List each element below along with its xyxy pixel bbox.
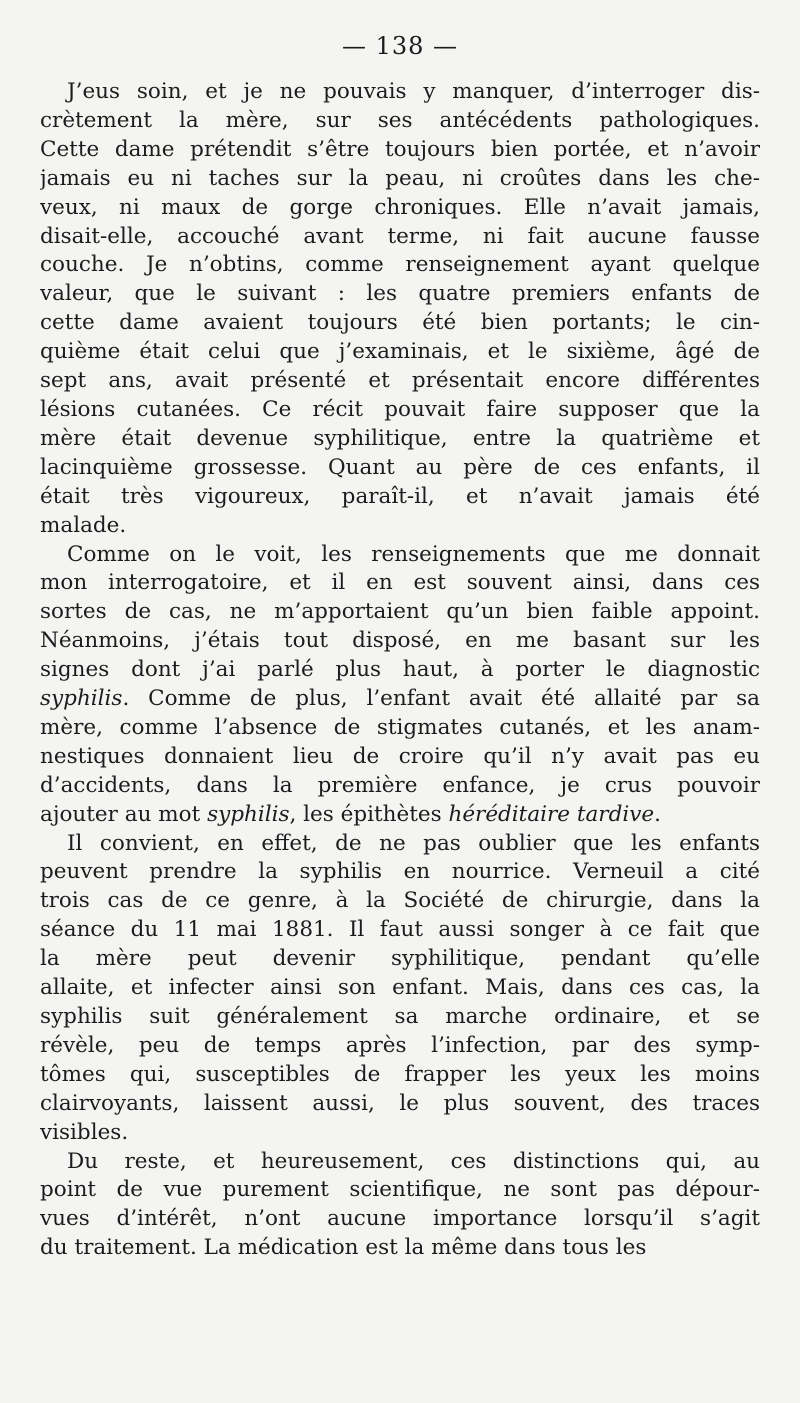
text-line: révèle, peu de temps après l’infection, par des symp- — [40, 1032, 760, 1058]
text-line: malade. — [40, 512, 127, 538]
text-line: crètement la mère, sur ses antécédents pathologiques. — [40, 107, 760, 133]
paragraph — [40, 541, 760, 830]
paragraph — [40, 1148, 760, 1264]
text-line: sept ans, avait présenté et présentait encore différentes — [40, 368, 760, 394]
text-line: Du reste, et heureusement, ces distinctions qui, au — [67, 1148, 760, 1174]
text-line: tômes qui, susceptibles de frapper les yeux les moins — [40, 1061, 760, 1087]
text-line: Cette dame prétendit s’être toujours bien portée, et n’avoir — [40, 136, 760, 162]
text-line: était très vigoureux, paraît-il, et n’avait jamais été — [40, 483, 760, 509]
text-line: disait-elle, accouché avant terme, ni fait aucune fausse — [40, 223, 760, 249]
text-line: ajouter au mot syphilis, les épithètes héréditaire tardive. — [40, 801, 661, 827]
text-line: d’accidents, dans la première enfance, je crus pouvoir — [40, 772, 760, 798]
text-line: trois cas de ce genre, à la Société de chirurgie, dans la — [40, 888, 760, 914]
text-line: sortes de cas, ne m’apportaient qu’un bien faible appoint. — [40, 599, 760, 625]
text-line: lésions cutanées. Ce récit pouvait faire supposer que la — [40, 396, 760, 422]
text-line: jamais eu ni taches sur la peau, ni croûtes dans les che- — [40, 165, 760, 191]
text-line: cette dame avaient toujours été bien portants; le cin- — [40, 310, 760, 336]
text-line: valeur, que le suivant : les quatre premiers enfants de — [40, 281, 760, 307]
text-line: mon interrogatoire, et il en est souvent ainsi, dans ces — [40, 570, 760, 596]
text-line: visibles. — [40, 1119, 129, 1145]
text-line: syphilis suit généralement sa marche ordinaire, et se — [40, 1004, 760, 1029]
text-line: veux, ni maux de gorge chroniques. Elle n’avait jamais, — [40, 194, 760, 220]
text-line: vues d’intérêt, n’ont aucune importance lorsqu’il s’agit — [40, 1206, 760, 1232]
text-line: signes dont j’ai parlé plus haut, à porter le diagnostic — [40, 657, 760, 683]
text-line: Néanmoins, j’étais tout disposé, en me basant sur les — [40, 628, 760, 654]
text-line: point de vue purement scientifique, ne sont pas dépour- — [40, 1177, 760, 1203]
text-line: quième était celui que j’examinais, et le sixième, âgé de — [40, 339, 760, 365]
text-line: J’eus soin, et je ne pouvais y manquer, d’interroger dis- — [67, 79, 760, 104]
text-line: mère était devenue syphilitique, entre la quatrième et — [40, 425, 760, 451]
text-line: couche. Je n’obtins, comme renseignement ayant quelque — [40, 252, 760, 278]
text-line: la mère peut devenir syphilitique, pendant qu’elle — [40, 946, 760, 972]
paragraph — [40, 78, 760, 541]
text-line: mère, comme l’absence de stigmates cutanés, et les anam- — [40, 714, 760, 740]
text-line: nestiques donnaient lieu de croire qu’il n’y avait pas eu — [40, 743, 760, 769]
text-line: peuvent prendre la syphilis en nourrice. Verneuil a cité — [40, 859, 760, 885]
text-line: lacinquième grossesse. Quant au père de ces enfants, il — [40, 454, 760, 480]
text-line: clairvoyants, laissent aussi, le plus souvent, des traces — [40, 1090, 760, 1116]
body-text — [40, 78, 760, 1263]
text-line: Il convient, en effet, de ne pas oublier que les enfants — [67, 830, 760, 856]
text-line: syphilis. Comme de plus, l’enfant avait été allaité par sa — [40, 686, 760, 712]
text-line: du traitement. La médication est la même dans tous les — [40, 1235, 647, 1261]
paragraph — [40, 830, 760, 1148]
text-line: allaite, et infecter ainsi son enfant. Mais, dans ces cas, la — [40, 975, 760, 1001]
text-line: Comme on le voit, les renseignements que me donnait — [67, 541, 760, 567]
page-number: — 138 — — [341, 32, 459, 60]
text-line: séance du 11 mai 1881. Il faut aussi songer à ce fait que — [40, 917, 760, 943]
